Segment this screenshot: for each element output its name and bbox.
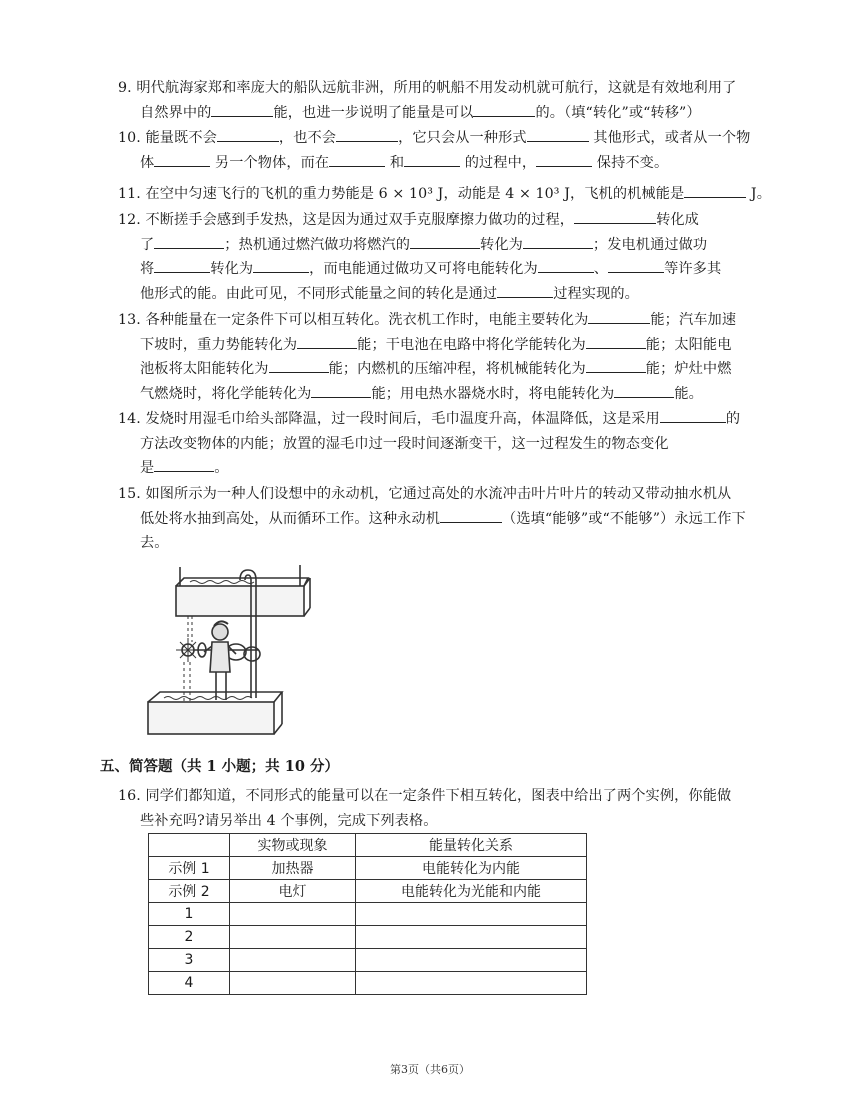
answer-blank[interactable]: [404, 152, 460, 167]
answer-cell[interactable]: [356, 903, 587, 926]
q16-line2: 些补充吗?请另举出 4 个事例，完成下列表格。: [140, 812, 438, 829]
q13-line4: [118, 382, 766, 407]
q12-text: 转化为: [210, 261, 254, 278]
q12-text: 了: [140, 236, 155, 253]
answer-blank[interactable]: [523, 234, 593, 249]
answer-blank[interactable]: [154, 234, 224, 249]
q15-text: 低处将水抽到高处，从而循环工作。这种永动机: [140, 510, 441, 527]
energy-conversion-table: [148, 833, 587, 995]
q12-text: ，而电能通过做功又可将电能转化为: [309, 261, 538, 278]
answer-cell[interactable]: [230, 926, 356, 949]
q13-text: 能；干电池在电路中将化学能转化为: [357, 336, 586, 353]
question-9: [118, 76, 766, 125]
table-header-cell: [149, 834, 230, 857]
table-cell: 电能转化为光能和内能: [356, 880, 587, 903]
q12-text: 转化成: [656, 212, 699, 228]
answer-blank[interactable]: [614, 383, 674, 398]
page-number: 第3页（共6页）: [390, 1063, 470, 1076]
table-cell: 2: [149, 926, 230, 949]
answer-cell[interactable]: [230, 972, 356, 995]
q11-text: 11. 在空中匀速飞行的飞机的重力势能是 6 × 10³ J，动能是 4 × 10³ J，飞机的机械能是: [118, 186, 685, 202]
answer-blank[interactable]: [154, 258, 210, 273]
answer-blank[interactable]: [684, 183, 746, 198]
q10-line2: [118, 151, 766, 176]
answer-blank[interactable]: [527, 127, 589, 142]
answer-blank[interactable]: [329, 152, 385, 167]
table-cell: 示例 2: [149, 880, 230, 903]
q13-text: 能；炉灶中燃: [645, 361, 732, 378]
perpetual-motion-machine-figure: [140, 562, 320, 742]
q10-text: 保持不变。: [592, 154, 669, 171]
q15-text: （选填“能够”或“不能够”）永远工作下: [502, 510, 746, 527]
table-cell: 4: [149, 972, 230, 995]
table-header-cell: 实物或现象: [230, 834, 356, 857]
q10-text: 的过程中，: [460, 154, 537, 171]
answer-blank[interactable]: [211, 102, 273, 117]
answer-blank[interactable]: [253, 258, 309, 273]
answer-blank[interactable]: [608, 258, 664, 273]
table-cell: 1: [149, 903, 230, 926]
q13-line1: [118, 308, 766, 333]
question-12: [118, 208, 766, 306]
table-cell: 3: [149, 949, 230, 972]
q9-line2: [118, 101, 766, 126]
q11-line1: [118, 182, 771, 207]
q13-text: 下坡时，重力势能转化为: [140, 336, 298, 353]
q13-text: 气燃烧时，将化学能转化为: [140, 385, 312, 402]
answer-blank[interactable]: [536, 152, 592, 167]
q11-text: J。: [746, 186, 771, 202]
question-11: [118, 182, 771, 207]
answer-blank[interactable]: [574, 209, 656, 224]
q12-line3: [118, 257, 766, 282]
q12-text: 、: [593, 261, 609, 278]
table-cell: 电灯: [230, 880, 356, 903]
q9-line1: 9. 明代航海家郑和率庞大的船队远航非洲，所用的帆船不用发动机就可航行，这就是有效地利用了: [118, 80, 737, 96]
question-14: [118, 407, 766, 481]
answer-blank[interactable]: [473, 102, 535, 117]
q10-text: 10. 能量既不会: [118, 130, 217, 146]
table-header-cell: 能量转化关系: [356, 834, 587, 857]
answer-cell[interactable]: [356, 949, 587, 972]
answer-blank[interactable]: [440, 508, 502, 523]
table-row: [149, 949, 587, 972]
q15-line3: 去。: [140, 535, 169, 552]
q12-text: 他形式的能。由此可见，不同形式能量之间的转化是通过: [140, 285, 498, 302]
q10-text: 另一个物体，而在: [210, 154, 330, 171]
answer-blank[interactable]: [311, 383, 371, 398]
q15-line2: [118, 507, 766, 532]
q13-text: 13. 各种能量在一定条件下可以相互转化。洗衣机工作时，电能主要转化为: [118, 312, 589, 328]
answer-cell[interactable]: [356, 972, 587, 995]
q14-text: 14. 发烧时用湿毛巾给头部降温，过一段时间后，毛巾温度升高，体温降低，这是采用: [118, 411, 660, 427]
question-16: [118, 784, 766, 833]
question-13: [118, 308, 766, 406]
q12-text: ；发电机通过做功: [592, 236, 708, 253]
q13-text: 能；内燃机的压缩冲程，将机械能转化为: [328, 361, 586, 378]
q12-text: 12. 不断搓手会感到手发热，这是因为通过双手克服摩擦力做功的过程，: [118, 212, 575, 228]
q9-text: 自然界中的: [140, 104, 212, 121]
q13-text: 能。: [674, 385, 703, 402]
table-header-row: [149, 834, 587, 857]
q12-line4: [118, 282, 766, 307]
table-row: [149, 972, 587, 995]
answer-blank[interactable]: [336, 127, 398, 142]
question-15: [118, 482, 766, 556]
answer-blank[interactable]: [410, 234, 480, 249]
answer-blank[interactable]: [538, 258, 594, 273]
answer-blank[interactable]: [497, 283, 553, 298]
q10-text: 和: [385, 154, 405, 171]
q13-text: 能；用电热水器烧水时，将电能转化为: [371, 385, 615, 402]
answer-blank[interactable]: [660, 408, 726, 423]
answer-blank[interactable]: [154, 457, 214, 472]
q14-line2: 方法改变物体的内能；放置的湿毛巾过一段时间逐渐变干，这一过程发生的物态变化: [140, 435, 669, 452]
q10-line1: [118, 126, 766, 151]
q12-text: 等许多其: [664, 261, 722, 278]
q12-text: 过程实现的。: [553, 285, 639, 302]
q10-text: ，也不会: [278, 130, 337, 146]
q12-text: 将: [140, 261, 155, 278]
answer-cell[interactable]: [230, 903, 356, 926]
answer-blank[interactable]: [154, 152, 210, 167]
q15-line1: 15. 如图所示为一种人们设想中的永动机，它通过高处的水流冲击叶片叶片的转动又带动抽水机从: [118, 486, 732, 502]
table-row: [149, 880, 587, 903]
q9-text: 能，也进一步说明了能量是可以: [273, 104, 474, 121]
answer-cell[interactable]: [356, 926, 587, 949]
table-cell: 电能转化为内能: [356, 857, 587, 880]
section-heading: 五、简答题（共 1 小题；共 10 分）: [100, 758, 339, 775]
answer-blank[interactable]: [586, 358, 646, 373]
table-cell: 示例 1: [149, 857, 230, 880]
answer-blank[interactable]: [588, 309, 650, 324]
q13-line3: [118, 357, 766, 382]
q9-text: 的。（填“转化”或“转移”）: [535, 104, 701, 121]
table-row: [149, 903, 587, 926]
question-10: [118, 126, 766, 175]
q12-line1: [118, 208, 766, 233]
q16-line1: 16. 同学们都知道，不同形式的能量可以在一定条件下相互转化，图表中给出了两个实例，你能做: [118, 788, 732, 804]
table-row: [149, 926, 587, 949]
answer-blank[interactable]: [217, 127, 279, 142]
q14-text: 的: [725, 411, 741, 427]
answer-blank[interactable]: [586, 334, 646, 349]
table-row: [149, 857, 587, 880]
answer-cell[interactable]: [230, 949, 356, 972]
q13-text: 能；太阳能电: [645, 336, 732, 353]
q14-text: 。: [214, 460, 229, 477]
answer-blank[interactable]: [269, 358, 329, 373]
q12-line2: [118, 233, 766, 258]
q13-line2: [118, 333, 766, 358]
q14-line1: [118, 407, 766, 432]
q10-text: 其他形式，或者从一个物: [588, 130, 751, 146]
answer-blank[interactable]: [297, 334, 357, 349]
q13-text: 能；汽车加速: [650, 312, 737, 328]
table-cell: 加热器: [230, 857, 356, 880]
q10-text: ，它只会从一种形式: [398, 130, 527, 146]
q13-text: 池板将太阳能转化为: [140, 361, 269, 378]
q14-line3: [118, 456, 766, 481]
q10-text: 体: [140, 154, 155, 171]
q12-text: 转化为: [480, 236, 523, 253]
q14-text: 是: [140, 460, 155, 477]
q12-text: ；热机通过燃汽做功将燃汽的: [224, 236, 411, 253]
